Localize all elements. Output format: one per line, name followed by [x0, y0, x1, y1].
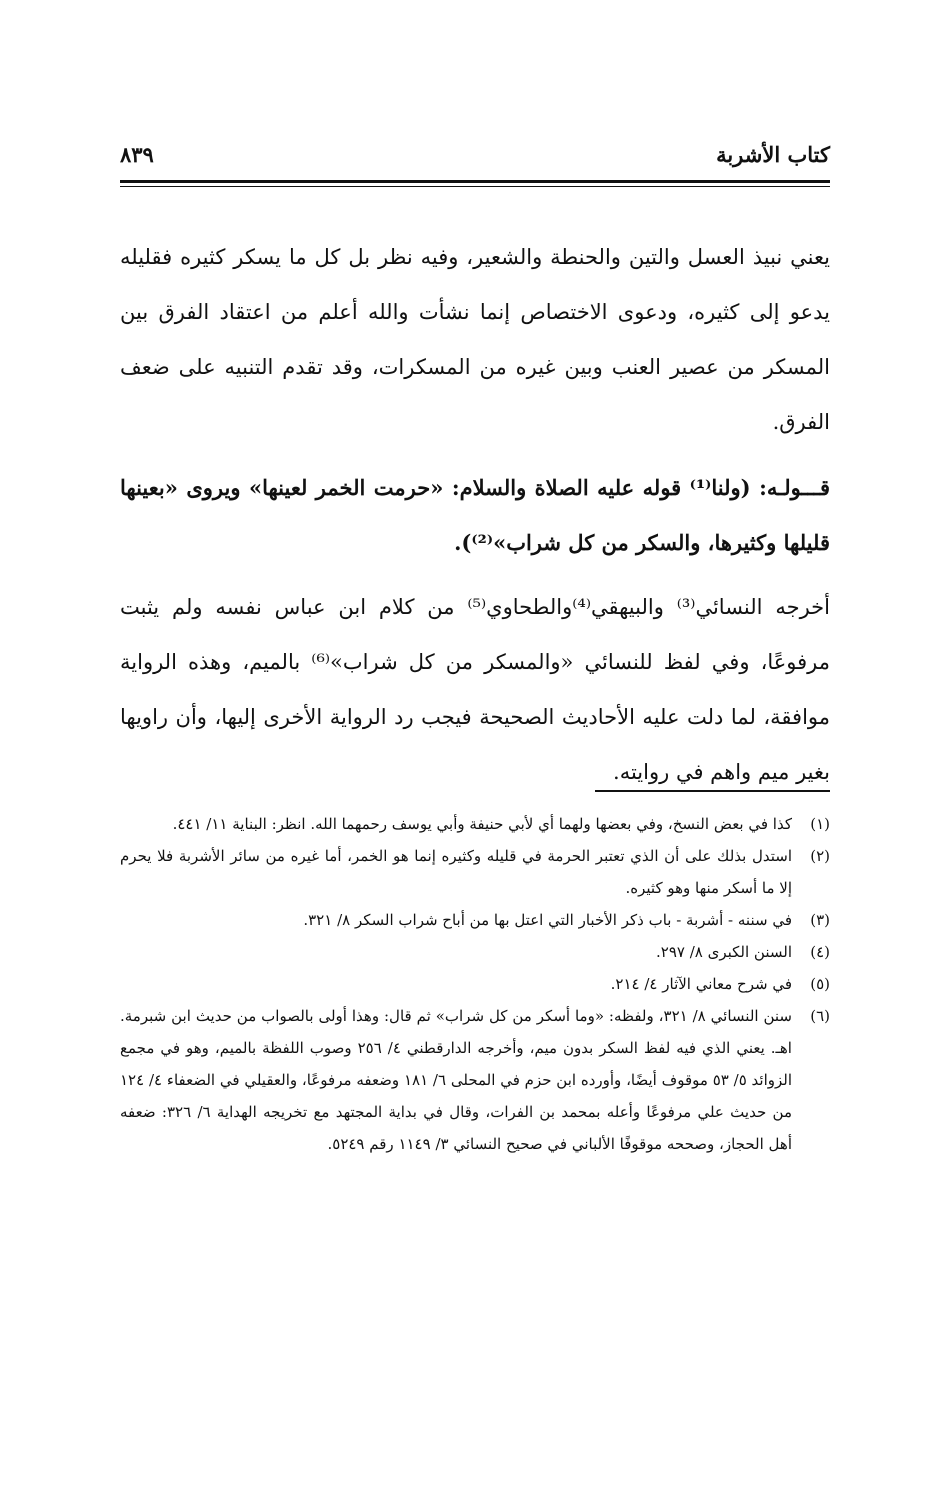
paragraph-2-lead: قـــولـه:: [750, 475, 830, 500]
footnote-3: [120, 904, 830, 936]
paragraph-2: [120, 460, 830, 570]
footnote-text: في شرح معاني الآثار ٤/ ٢١٤.: [610, 975, 792, 993]
paragraph-3: أخرجه النسائي⁽³⁾ والبيهقي⁽⁴⁾والطحاوي⁽⁵⁾ من كلام ابن عباس نفسه ولم يثبت مرفوعًا، وفي لفظ للنسائي «والمسكر من كل شراب»⁽⁶⁾ بالميم، وهذه الرواية موافقة، لما دلت عليه الأحاديث الصحيحة فيجب رد الرواية الأخرى إليها، وأن راويها بغير ميم واهم في روايته.: [120, 595, 831, 784]
header-rule-thin: [120, 186, 830, 187]
footnote-separator: [595, 790, 830, 792]
footnote-text: استدل بذلك على أن الذي تعتبر الحرمة في قليله وكثيره إنما هو الخمر، أما غيره من سائر الأشربة فلا يحرم إلا ما أسكر منها وهو كثيره.: [120, 847, 792, 897]
footnote-text: في سننه - أشربة - باب ذكر الأخبار التي اعتل بها من أباح شراب السكر ٨/ ٣٢١.: [303, 911, 792, 929]
footnote-number: (٣): [810, 911, 830, 929]
footnote-number: (٥): [810, 975, 830, 993]
paragraph-2-text: (ولنا⁽¹⁾ قوله عليه الصلاة والسلام: «حرمت الخمر لعينها» ويروى «بعينها قليلها وكثيرها، والسكر من كل شراب»⁽²⁾).: [120, 475, 830, 555]
footnote-number: (٢): [810, 847, 830, 865]
footnote-4: [120, 936, 830, 968]
footnote-text: السنن الكبرى ٨/ ٢٩٧.: [655, 943, 792, 961]
page-header: [120, 142, 830, 178]
footnote-5: [120, 968, 830, 1000]
main-text: [120, 230, 830, 800]
footnote-text: كذا في بعض النسخ، وفي بعضها ولهما أي لأبي حنيفة وأبي يوسف رحمهما الله. انظر: البناية ١١/ ٤٤١.: [172, 815, 792, 833]
footnote-2: [120, 840, 830, 904]
footnote-number: (٦): [810, 1007, 830, 1025]
footnote-text: سنن النسائي ٨/ ٣٢١، ولفظه: «وما أسكر من كل شراب» ثم قال: وهذا أولى بالصواب من حديث ابن شبرمة. اهـ. يعني الذي فيه لفظ السكر بدون ميم، وأخرجه الدارقطني ٤/ ٢٥٦ وصوب اللفظة بالميم، وهو في مجمع الزوائد ٥/ ٥٣ موقوف أيضًا، وأورده ابن حزم في المحلى ٦/ ١٨١ وضعفه مرفوعًا، والعقيلي في الضعفاء ٤/ ١٢٤ من حديث علي مرفوعًا وأعله بمحمد بن الفرات، وقال في بداية المجتهد مع تخريجه الهداية ٦/ ٣٢٦: ضعفه أهل الحجاز، وصححه موقوفًا الألباني في صحيح النسائي ٣/ ١١٤٩ رقم ٥٢٤٩.: [120, 1007, 793, 1153]
footnotes: [120, 808, 830, 1160]
book-page: [120, 0, 830, 1493]
chapter-title: كتاب الأشربة: [716, 142, 830, 167]
footnote-6: [120, 1000, 830, 1160]
header-rule-thick: [120, 180, 830, 183]
footnote-number: (٤): [810, 943, 830, 961]
footnote-1: [120, 808, 830, 840]
footnote-number: (١): [810, 815, 830, 833]
paragraph-1: يعني نبيذ العسل والتين والحنطة والشعير، وفيه نظر بل كل ما يسكر كثيره فقليله يدعو إلى كثيره، ودعوى الاختصاص إنما نشأت والله أعلم من اعتقاد الفرق بين المسكر من عصير العنب وبين غيره من المسكرات، وقد تقدم التنبيه على ضعف الفرق.: [120, 245, 830, 434]
page-number: ٨٣٩: [120, 142, 154, 167]
